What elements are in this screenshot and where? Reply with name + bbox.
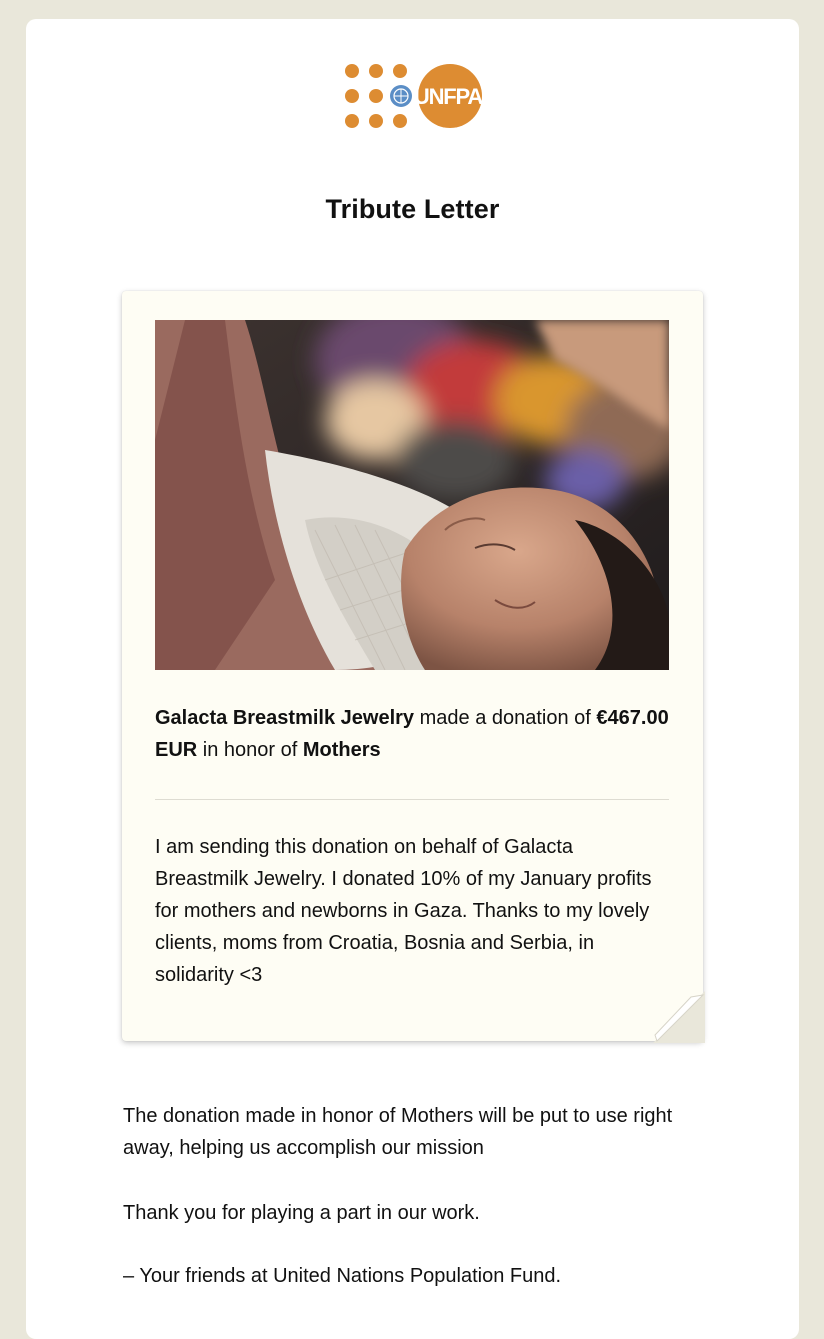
unfpa-logo-icon bbox=[344, 62, 484, 128]
mission-paragraph: The donation made in honor of Mothers will be put to use right away, helping us accomplish our mission bbox=[123, 1105, 673, 1159]
signoff-paragraph: – Your friends at United Nations Population Fund. bbox=[123, 1265, 562, 1287]
un-emblem-icon bbox=[390, 85, 412, 107]
tribute-letter bbox=[122, 291, 703, 1041]
newborn-photo bbox=[155, 320, 669, 670]
unfpa-logo bbox=[344, 62, 484, 128]
tribute-message: I am sending this donation on behalf of Galacta Breastmilk Jewelry. I donated 10% of my January profits for mothers and newborns in Gaza. Thanks to my lovely clients, moms from Croatia, Bosnia and Serbia, in solidarity <3 bbox=[155, 836, 652, 986]
donor-name: Galacta Breastmilk Jewelry bbox=[155, 707, 415, 729]
donation-summary bbox=[155, 702, 675, 766]
divider bbox=[155, 799, 669, 800]
page-curl-icon bbox=[653, 991, 705, 1043]
honoree-name: Mothers bbox=[302, 739, 381, 761]
thanks-paragraph: Thank you for playing a part in our work. bbox=[123, 1202, 480, 1224]
logo-wordmark: UNFPA bbox=[413, 84, 483, 109]
page-title: Tribute Letter bbox=[325, 194, 500, 224]
donation-text: made a donation of bbox=[414, 707, 597, 729]
honor-text: in honor of bbox=[197, 739, 303, 761]
email-card bbox=[26, 19, 799, 1339]
donation-amount: €467.00 EUR bbox=[155, 707, 669, 761]
